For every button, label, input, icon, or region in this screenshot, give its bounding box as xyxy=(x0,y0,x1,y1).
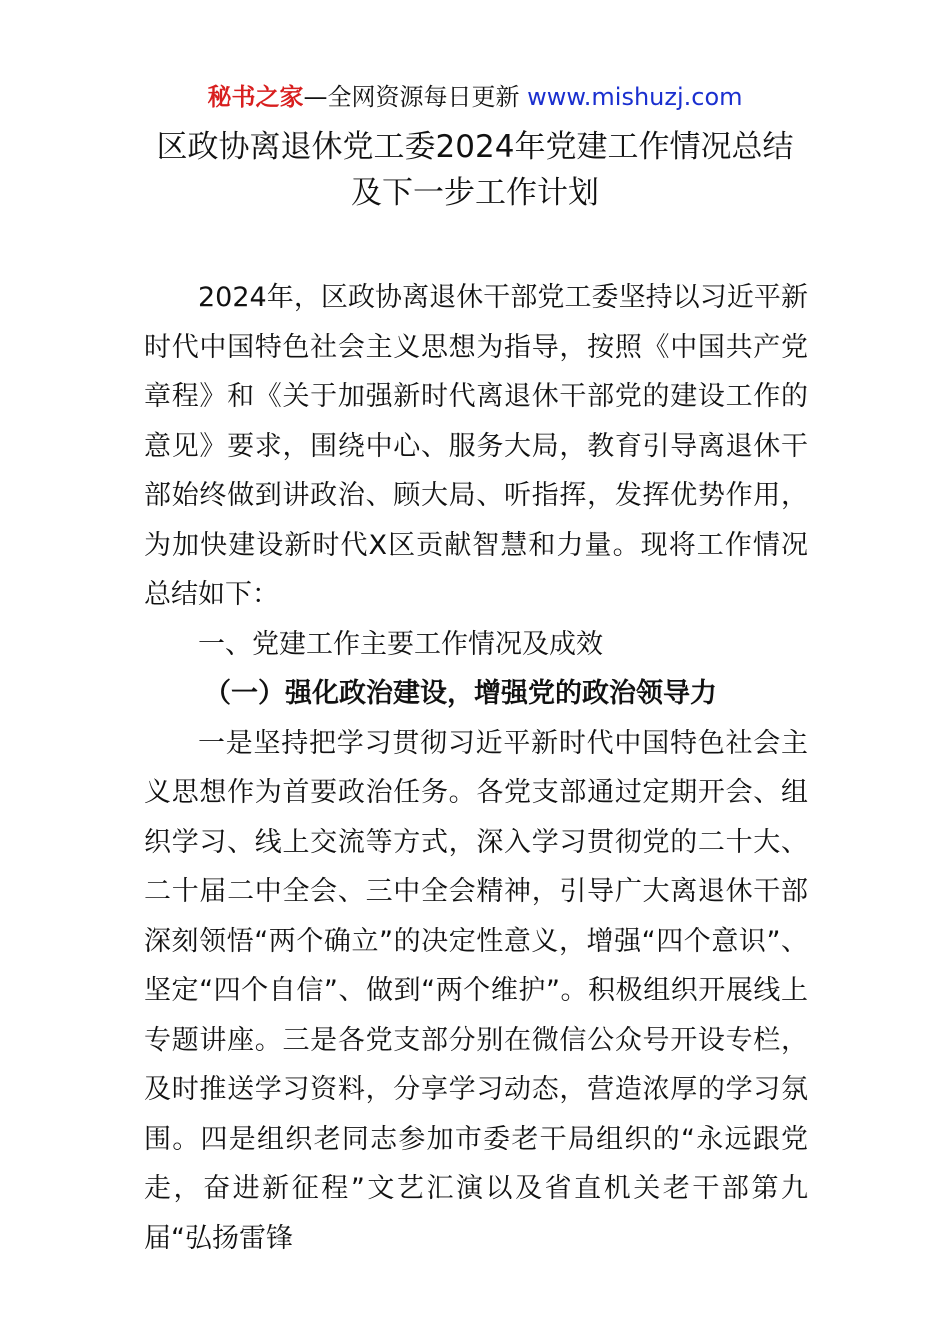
intro-paragraph: 2024年，区政协离退休干部党工委坚持以习近平新时代中国特色社会主义思想为指导，按照《中国共产党章程》和《关于加强新时代离退休干部党的建设工作的意见》要求，围绕中心、服务大局，教育引导离退休干部始终做到讲政治、顾大局、听指挥，发挥优势作用，为加快建设新时代X区贡献智慧和力量。现将工作情况总结如下： xyxy=(144,282,808,610)
site-url-link[interactable]: www.mishuzj.com xyxy=(527,83,743,111)
title-line-1: 区政协离退休党工委2024年党建工作情况总结 xyxy=(156,129,794,165)
subsection-heading: （一）强化政治建设，增强党的政治领导力 xyxy=(204,678,717,709)
header-dash: — xyxy=(303,83,328,111)
title-line-2: 及下一步工作计划 xyxy=(351,175,599,211)
site-header xyxy=(0,80,950,114)
document-title xyxy=(0,124,950,216)
section-heading: 一、党建工作主要工作情况及成效 xyxy=(198,628,603,660)
site-tagline: 全网资源每日更新 xyxy=(327,83,520,111)
document-body xyxy=(144,273,808,1263)
body-paragraph: 一是坚持把学习贯彻习近平新时代中国特色社会主义思想作为首要政治任务。各党支部通过定期开会、组织学习、线上交流等方式，深入学习贯彻党的二十大、二十届二中全会、三中全会精神，引导广大离退休干部深刻领悟“两个确立”的决定性意义，增强“四个意识”、坚定“四个自信”、做到“两个维护”。积极组织开展线上专题讲座。三是各党支部分别在微信公众号开设专栏，及时推送学习资料，分享学习动态，营造浓厚的学习氛围。四是组织老同志参加市委老干局组织的“永远跟党走，奋进新征程”文艺汇演以及省直机关老干部第九届“弘扬雷锋 xyxy=(144,727,808,1254)
site-brand: 秘书之家 xyxy=(207,83,304,111)
